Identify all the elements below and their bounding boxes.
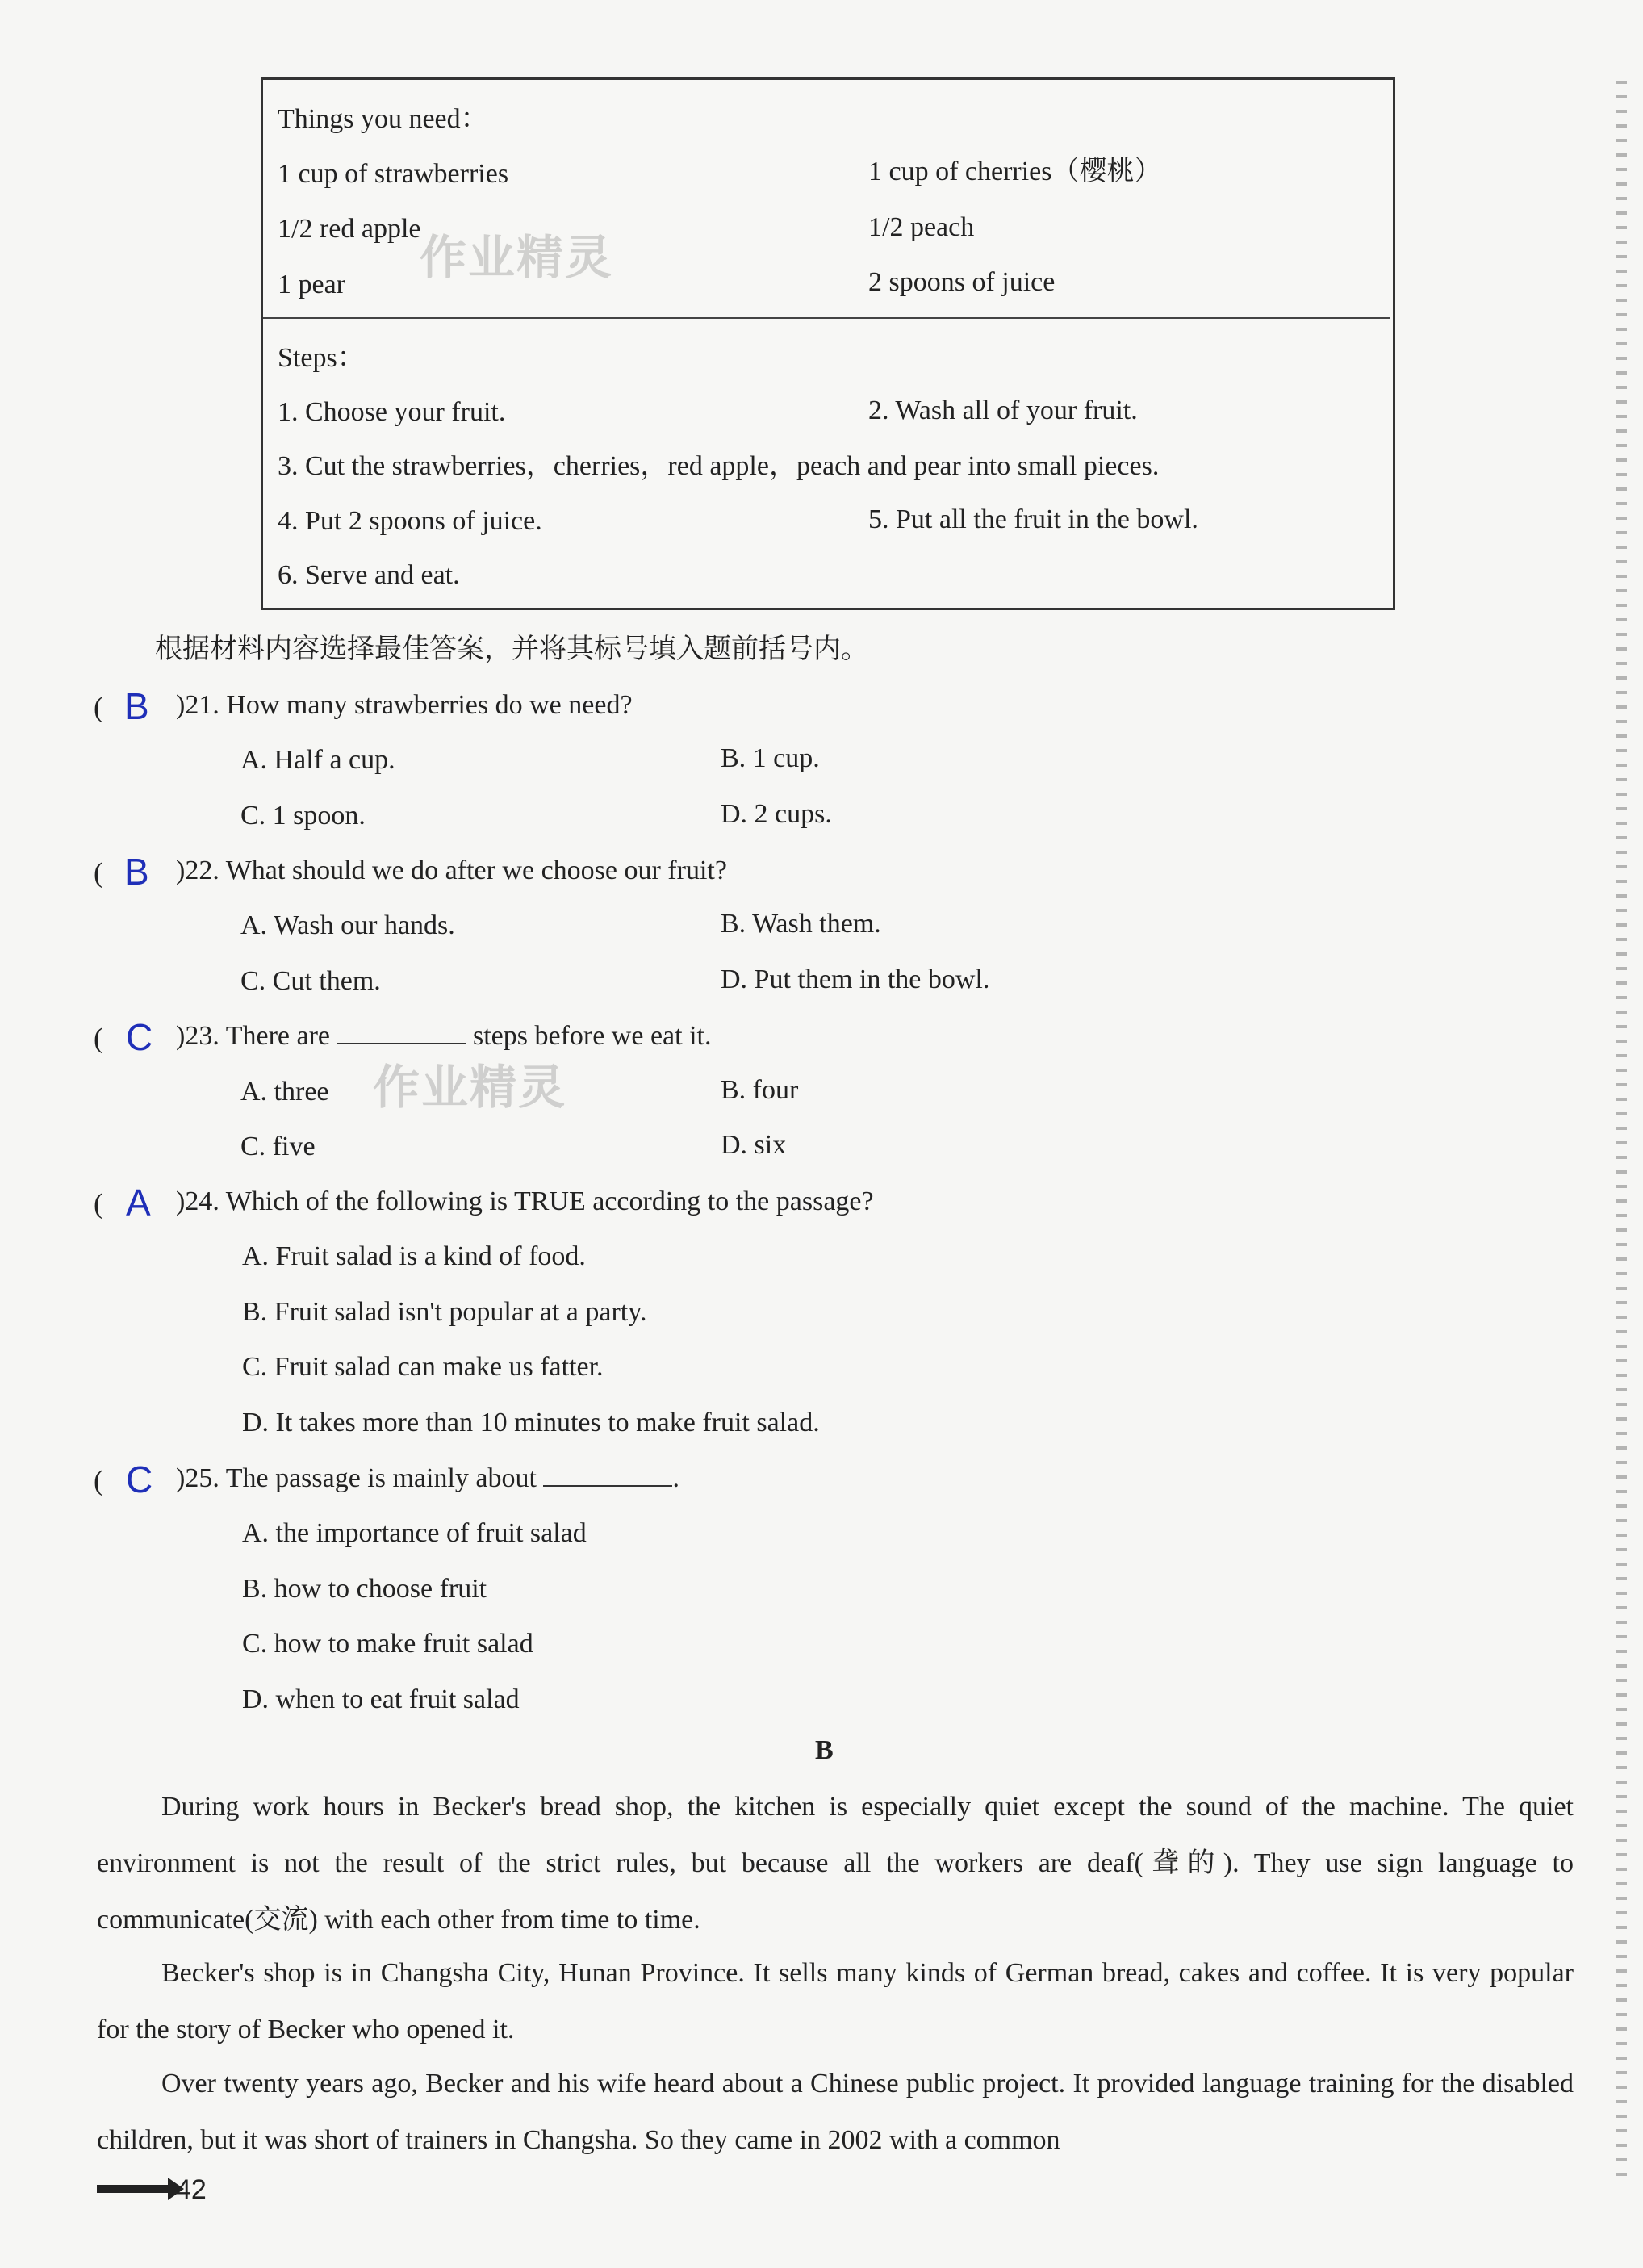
question-stem-part: steps before we eat it. — [472, 1021, 712, 1051]
option: D. when to eat fruit salad — [242, 1684, 520, 1714]
option: A. Half a cup. — [240, 745, 395, 775]
answer-blank — [543, 1464, 672, 1487]
question-stem-part: )25. The passage is mainly about — [176, 1463, 537, 1493]
thing-item: 1 cup of strawberries — [278, 159, 509, 189]
question-stem: )21. How many strawberries do we need? — [176, 690, 633, 720]
answer-mark: A — [126, 1182, 151, 1224]
step-item: 4. Put 2 spoons of juice. — [278, 506, 542, 536]
passage-text: Over twenty years ago, Becker and his wife heard about a Chinese public project. It provided language training for the disabled children, but it was short of trainers in Changsha. So they came in 2002 with a common — [97, 2069, 1574, 2155]
watermark: 作业精灵 — [373, 1060, 567, 1115]
question-stem: )24. Which of the following is TRUE according to the passage? — [176, 1186, 874, 1216]
passage-text: Becker's shop is in Changsha City, Hunan Province. It sells many kinds of German bread, cakes and coffee. It is very popular for the story of Becker who opened it. — [97, 1958, 1574, 2044]
answer-mark: B — [124, 851, 149, 893]
passage-paragraph — [97, 1945, 1574, 2058]
thing-item: 1/2 red apple — [278, 214, 421, 244]
steps-title: Steps： — [278, 343, 365, 373]
option: D. six — [721, 1130, 787, 1160]
question-stem-part: . — [672, 1463, 679, 1493]
option: A. Fruit salad is a kind of food. — [242, 1241, 586, 1271]
option: B. Wash them. — [721, 909, 881, 939]
recipe-box-divider — [263, 317, 1390, 319]
answer-paren-open: ( — [94, 691, 103, 723]
question-stem — [176, 1020, 711, 1052]
option: C. 1 spoon. — [240, 801, 366, 831]
instruction: 根据材料内容选择最佳答案，并将其标号填入题前括号内。 — [155, 633, 868, 665]
step-item: 5. Put all the fruit in the bowl. — [868, 504, 1198, 534]
page-number: 42 — [176, 2174, 207, 2205]
option: B. Fruit salad isn't popular at a party. — [242, 1297, 647, 1327]
option: C. five — [240, 1132, 316, 1161]
step-item: 3. Cut the strawberries，cherries，red apple，peach and pear into small pieces. — [278, 451, 1160, 481]
answer-paren-open: ( — [94, 1022, 103, 1054]
step-item: 6. Serve and eat. — [278, 560, 460, 590]
question-stem: )22. What should we do after we choose our fruit? — [176, 856, 727, 885]
decorative-border — [1616, 81, 1627, 2179]
option: C. Cut them. — [240, 966, 381, 996]
option: C. how to make fruit salad — [242, 1629, 533, 1659]
passage-text: During work hours in Becker's bread shop, the kitchen is especially quiet except the sound of the machine. The quiet environment is not the result of the strict rules, but because all the workers are deaf(聋的). They use sign language to communicate(交流) with each other from time to time. — [97, 1792, 1574, 1935]
option: D. Put them in the bowl. — [721, 965, 990, 994]
option: C. Fruit salad can make us fatter. — [242, 1352, 604, 1382]
option: A. three — [240, 1077, 329, 1107]
option: B. how to choose fruit — [242, 1574, 487, 1604]
answer-paren-open: ( — [94, 1464, 103, 1496]
option: B. four — [721, 1075, 799, 1105]
answer-paren-open: ( — [94, 856, 103, 889]
things-title: Things you need： — [278, 104, 488, 134]
section-heading: B — [815, 1735, 834, 1765]
answer-mark: C — [126, 1458, 153, 1500]
option: A. the importance of fruit salad — [242, 1518, 587, 1548]
option: D. 2 cups. — [721, 799, 832, 829]
question-stem-part: )23. There are — [176, 1021, 330, 1051]
option: A. Wash our hands. — [240, 910, 455, 940]
arrow-icon — [97, 2185, 169, 2193]
step-item: 2. Wash all of your fruit. — [868, 395, 1138, 425]
thing-item: 2 spoons of juice — [868, 267, 1056, 297]
thing-item: 1/2 peach — [868, 212, 975, 242]
thing-item: 1 pear — [278, 270, 346, 299]
answer-mark: B — [124, 685, 149, 727]
option: B. 1 cup. — [721, 743, 820, 773]
step-item: 1. Choose your fruit. — [278, 397, 506, 427]
answer-mark: C — [126, 1016, 153, 1058]
thing-item: 1 cup of cherries（樱桃） — [868, 157, 1162, 186]
answer-blank — [337, 1022, 466, 1044]
option: D. It takes more than 10 minutes to make fruit salad. — [242, 1408, 820, 1437]
question-stem — [176, 1462, 679, 1495]
passage-paragraph — [97, 2056, 1574, 2169]
answer-paren-open: ( — [94, 1187, 103, 1220]
watermark: 作业精灵 — [420, 230, 614, 285]
passage-paragraph — [97, 1779, 1574, 1948]
